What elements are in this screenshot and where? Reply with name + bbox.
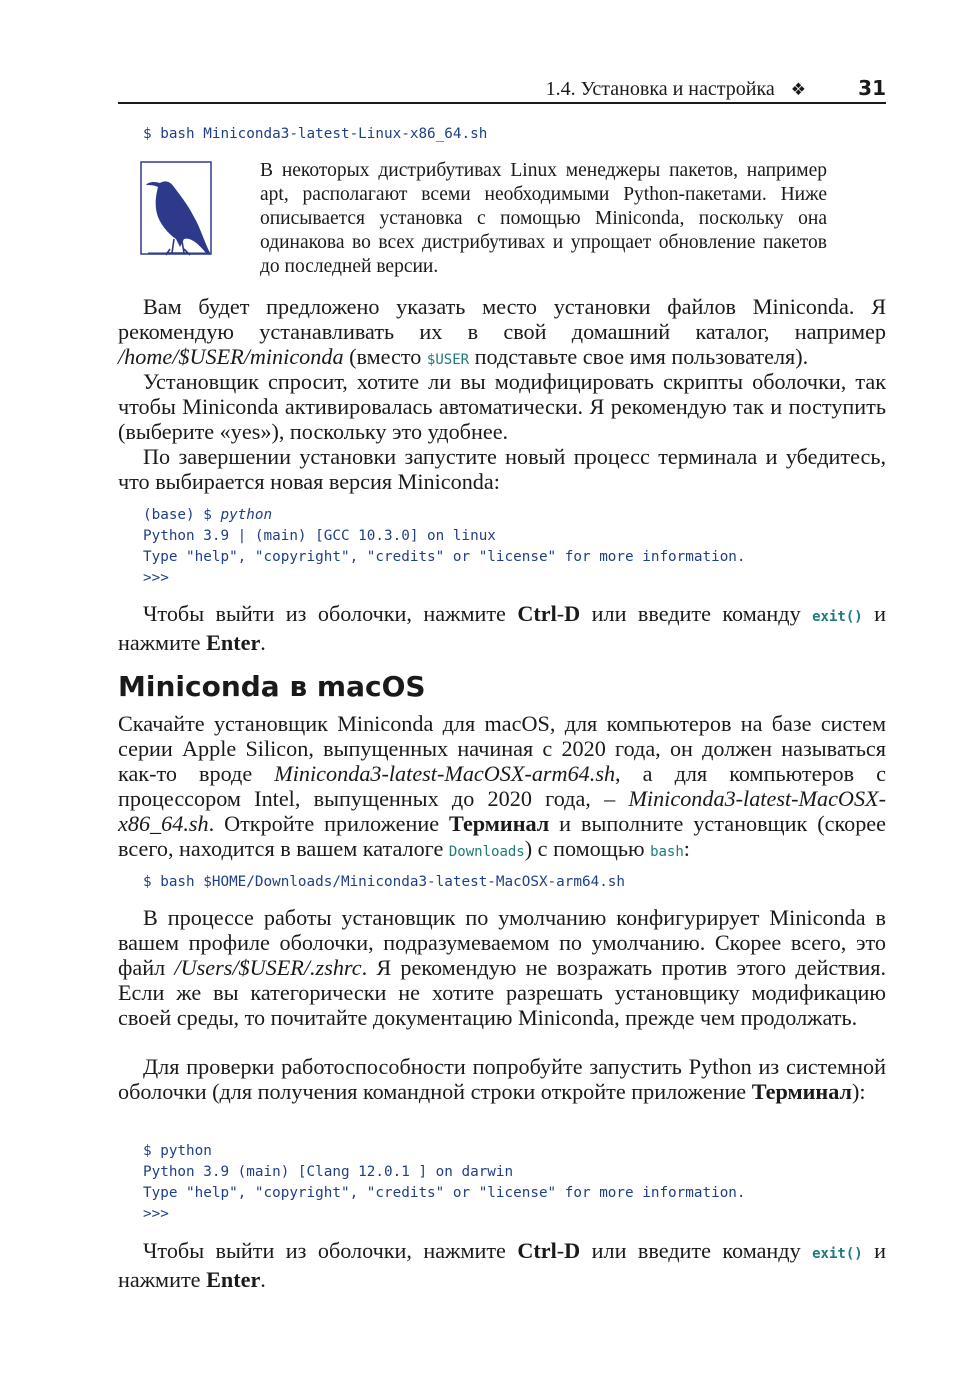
paragraph: В процессе работы установщик по умолчанию конфигурирует Miniconda в вашем профиле оболочки, подразумеваемом по умолчанию. Скорее всего, это файл /Users/$USER/.zshrc. Я рекомендую не возражать против этого действия. Если же вы категорически не хотите разрешать установщику модификацию своей среды, то почитайте документацию Miniconda, прежде чем продолжать. <box>118 905 887 1030</box>
bird-note-icon <box>140 161 220 261</box>
paragraph: Скачайте установщик Miniconda для macOS, для компьютеров на базе систем серии Apple Silicon, выпущенных начиная с 2020 года, он должен называться как-то вроде Miniconda3-latest-MacOSX-arm64.sh, а для компьютеров с процессором Intel, выпущенных до 2020 года, – Miniconda3-latest-MacOSX-x86_64.sh. Откройте приложение Терминал и выполните установщик (скорее всего, находится в вашем каталоге Downloads) с помощью bash: <box>118 711 887 861</box>
note-text: В некоторых дистрибутивах Linux менеджеры пакетов, например apt, располагают всеми необходимыми Python-пакетами. Ниже описывается установка с помощью Miniconda, поскольку она одинакова во всех дистрибутивах и упрощает обновление пакетов до последней версии. <box>260 160 827 277</box>
paragraph: По завершении установки запустите новый процесс терминала и убедитесь, что выбирается новая версия Miniconda: <box>118 444 886 494</box>
code-linux-session: (base) $ python Python 3.9 | (main) [GCC 10.3.0] on linux Type "help", "copyright", "credits" or "license" for more information. >>> <box>143 507 746 586</box>
code-mac-session: $ python Python 3.9 (main) [Clang 12.0.1 ] on darwin Type "help", "copyright", "credits" or "license" for more information. >>> <box>143 1143 746 1222</box>
paragraph: Для проверки работоспособности попробуйте запустить Python из системной оболочки (для получения командной строки откройте приложение Терминал): <box>118 1054 886 1104</box>
paragraph: Чтобы выйти из оболочки, нажмите Ctrl-D или введите команду exit() и нажмите Enter. <box>118 1238 886 1292</box>
section-title: Miniconda в macOS <box>118 670 426 703</box>
code-install-linux: $ bash Miniconda3-latest-Linux-x86_64.sh <box>143 126 488 142</box>
running-title: 1.4. Установка и настройка ❖ <box>545 78 806 100</box>
paragraph: Вам будет предложено указать место установки файлов Miniconda. Я рекомендую устанавливать их в свой домашний каталог, например /home/$USER/miniconda (вместо $USER подставьте свое имя пользователя). <box>118 294 886 369</box>
paragraph: Чтобы выйти из оболочки, нажмите Ctrl-D или введите команду exit() и нажмите Enter. <box>118 601 886 655</box>
page-number: 31 <box>858 76 886 100</box>
ornament-icon: ❖ <box>790 80 806 99</box>
code-install-mac: $ bash $HOME/Downloads/Miniconda3-latest-MacOSX-arm64.sh <box>143 874 626 890</box>
paragraph: Установщик спросит, хотите ли вы модифицировать скрипты оболочки, так чтобы Miniconda активировалась автоматически. Я рекомендую так и поступить (выберите «yes»), поскольку это удобнее. <box>118 369 886 444</box>
page-header <box>118 74 886 104</box>
